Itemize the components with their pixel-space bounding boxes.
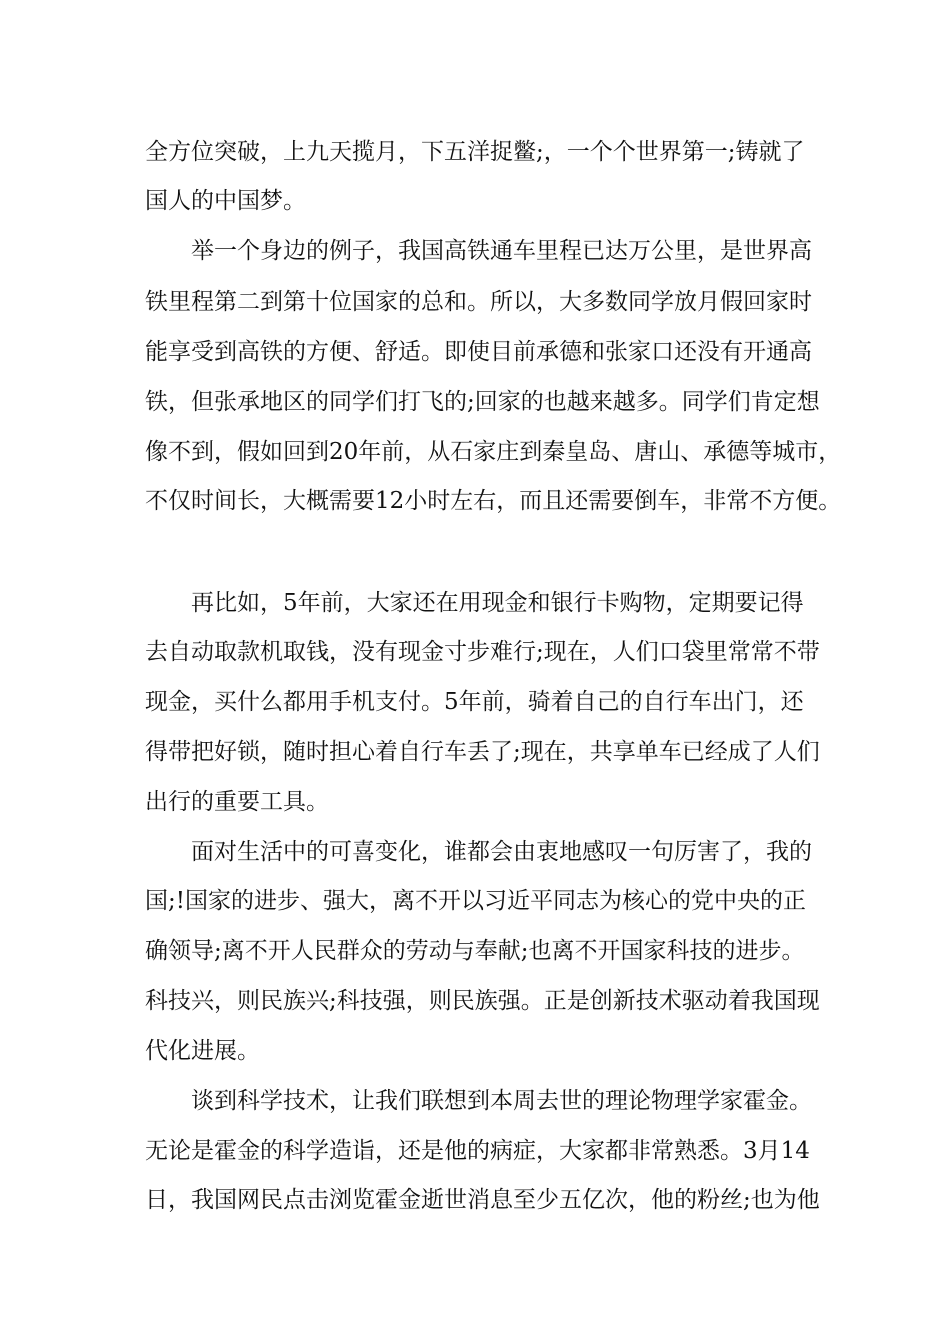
- text-line: 日，我国网民点击浏览霍金逝世消息至少五亿次，他的粉丝;也为他: [145, 1187, 820, 1213]
- text-line: 再比如，5年前，大家还在用现金和银行卡购物，定期要记得: [191, 590, 804, 616]
- text-line: 出行的重要工具。: [145, 789, 329, 815]
- text-line: 举一个身边的例子，我国高铁通车里程已达万公里，是世界高: [191, 238, 812, 264]
- text-line: 面对生活中的可喜变化，谁都会由衷地感叹一句厉害了，我的: [191, 839, 812, 865]
- text-line: 去自动取款机取钱，没有现金寸步难行;现在，人们口袋里常常不带: [145, 639, 820, 665]
- text-line: 现金，买什么都用手机支付。5年前，骑着自己的自行车出门，还: [145, 689, 804, 715]
- text-line: 代化进展。: [145, 1038, 260, 1064]
- text-line: 铁，但张承地区的同学们打飞的;回家的也越来越多。同学们肯定想: [145, 389, 820, 415]
- text-line: 得带把好锁，随时担心着自行车丢了;现在，共享单车已经成了人们: [145, 739, 820, 765]
- text-line: 科技兴，则民族兴;科技强，则民族强。正是创新技术驱动着我国现: [145, 988, 820, 1014]
- text-line: 确领导;离不开人民群众的劳动与奉献;也离不开国家科技的进步。: [145, 938, 805, 964]
- text-line: 谈到科学技术，让我们联想到本周去世的理论物理学家霍金。: [191, 1088, 812, 1114]
- text-line: 无论是霍金的科学造诣，还是他的病症，大家都非常熟悉。3月14: [145, 1138, 810, 1164]
- text-line: 能享受到高铁的方便、舒适。即使目前承德和张家口还没有开通高: [145, 339, 812, 365]
- text-line: 国人的中国梦。: [145, 188, 306, 214]
- text-line: 国;!国家的进步、强大，离不开以习近平同志为核心的党中央的正: [145, 888, 806, 914]
- text-line: 全方位突破，上九天揽月，下五洋捉鳖;，一个个世界第一;铸就了: [145, 139, 805, 165]
- text-line: 铁里程第二到第十位国家的总和。所以，大多数同学放月假回家时: [145, 289, 812, 315]
- text-line: 不仅时间长，大概需要12小时左右，而且还需要倒车，非常不方便。: [145, 488, 842, 514]
- text-line: 像不到，假如回到20年前，从石家庄到秦皇岛、唐山、承德等城市，: [145, 439, 842, 465]
